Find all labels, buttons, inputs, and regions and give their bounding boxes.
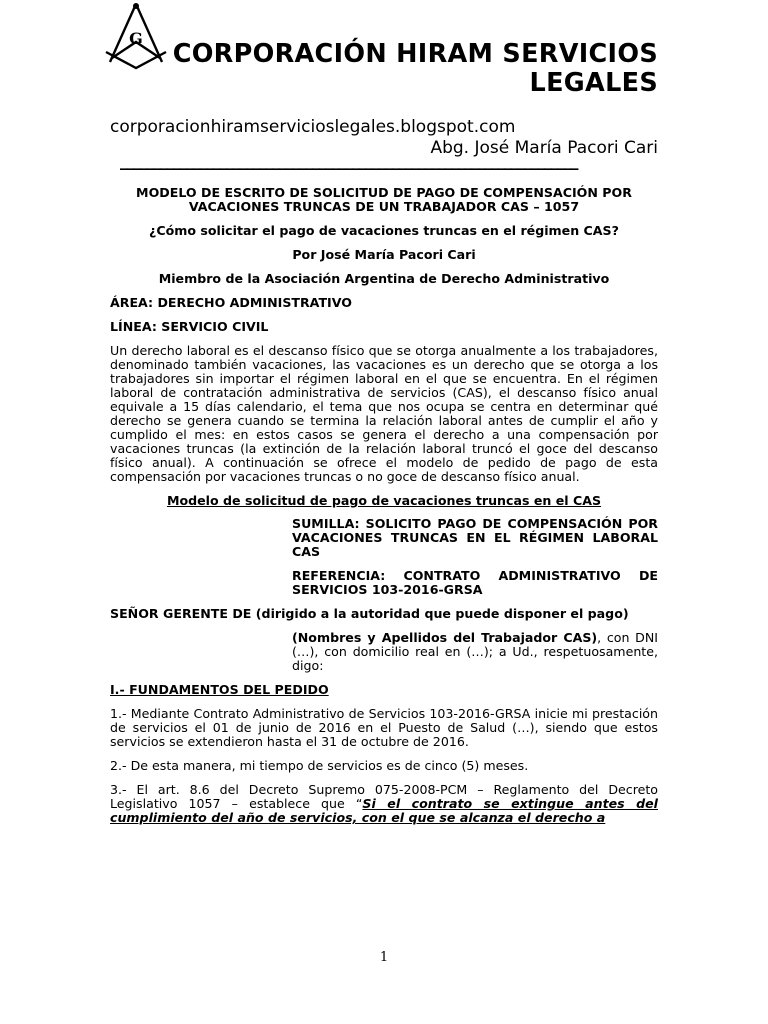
paragraph-3: [110, 783, 658, 825]
petitioner-name-placeholder: (Nombres y Apellidos del Trabajador CAS): [292, 630, 598, 645]
byline: Por José María Pacori Cari: [292, 247, 476, 262]
sumilla: SUMILLA: SOLICITO PAGO DE COMPENSACIÓN POR VACACIONES TRUNCAS EN EL RÉGIMEN LABORAL CAS: [292, 516, 658, 559]
paragraph-1: 1.- Mediante Contrato Administrativo de Servicios 103-2016-GRSA inicie mi prestación de servicios el 01 de junio de 2016 en el Puesto de Salud (…), siendo que estos servicios se extendieron hasta el 31 de octubre de 2016.: [110, 706, 658, 749]
paragraph-3-text: 3.- El art. 8.6 del Decreto Supremo 075-2008-PCM – Reglamento del Decreto Legislativo 1057 – establece que “: [110, 782, 658, 811]
paragraph-2: 2.- De esta manera, mi tiempo de servicios es de cinco (5) meses.: [110, 758, 529, 773]
blog-url: corporacionhiramservicioslegales.blogspot.com: [110, 117, 516, 137]
corporation-title: CORPORACIÓN HIRAM SERVICIOS LEGALES: [172, 39, 658, 98]
petitioner-paragraph: [292, 631, 658, 673]
line-line: LÍNEA: SERVICIO CIVIL: [110, 319, 269, 334]
document-body: [110, 186, 658, 825]
header-divider: –––––––––––––––––––––––––––––––––––––––––––––––––––––––––––––––––––––: [120, 162, 578, 177]
paragraph-3-quote: Si el contrato se extingue antes del cumplimiento del año de servicios, con el que se alcanza el derecho a: [110, 796, 658, 825]
page-number: 1: [379, 950, 389, 965]
area-line: ÁREA: DERECHO ADMINISTRATIVO: [110, 295, 352, 310]
author-name: Abg. José María Pacori Cari: [430, 138, 658, 158]
addressee-line: SEÑOR GERENTE DE (dirigido a la autoridad que puede disponer el pago): [110, 606, 629, 621]
member-line: Miembro de la Asociación Argentina de Derecho Administrativo: [158, 271, 610, 286]
intro-paragraph: Un derecho laboral es el descanso físico que se otorga anualmente a los trabajadores, denominado también vacaciones, las vacaciones es un derecho que se otorga a los trabajadores sin importar el régimen laboral en el que se encuentra. En el régimen laboral de contratación administrativa de servicios (CAS), el descanso físico anual equivale a 15 días calendario, el tema que nos ocupa se centra en determinar qué derecho se genera cuando se termina la relación laboral antes de cumplir el año y cumplido el mes: en estos casos se genera el derecho a una compensación por vacaciones truncas (la extinción de la relación laboral truncó el goce del descanso físico anual). A continuación se ofrece el modelo de pedido de pago de esta compensación por vacaciones truncas o no goce de descanso físico anual.: [110, 343, 658, 484]
petitioner-details: , con DNI (…), con domicilio real en (…); a Ud., respetuosamente, digo:: [292, 630, 658, 673]
logo-letter: G: [129, 29, 143, 48]
document-heading: MODELO DE ESCRITO DE SOLICITUD DE PAGO DE COMPENSACIÓN POR VACACIONES TRUNCAS DE UN TRABAJADOR CAS – 1057: [136, 185, 632, 214]
document-question: ¿Cómo solicitar el pago de vacaciones truncas en el régimen CAS?: [149, 223, 619, 238]
referencia: REFERENCIA: CONTRATO ADMINISTRATIVO DE SERVICIOS 103-2016-GRSA: [292, 568, 658, 597]
model-title: Modelo de solicitud de pago de vacaciones truncas en el CAS: [166, 493, 602, 508]
section-heading: I.- FUNDAMENTOS DEL PEDIDO: [110, 682, 329, 697]
